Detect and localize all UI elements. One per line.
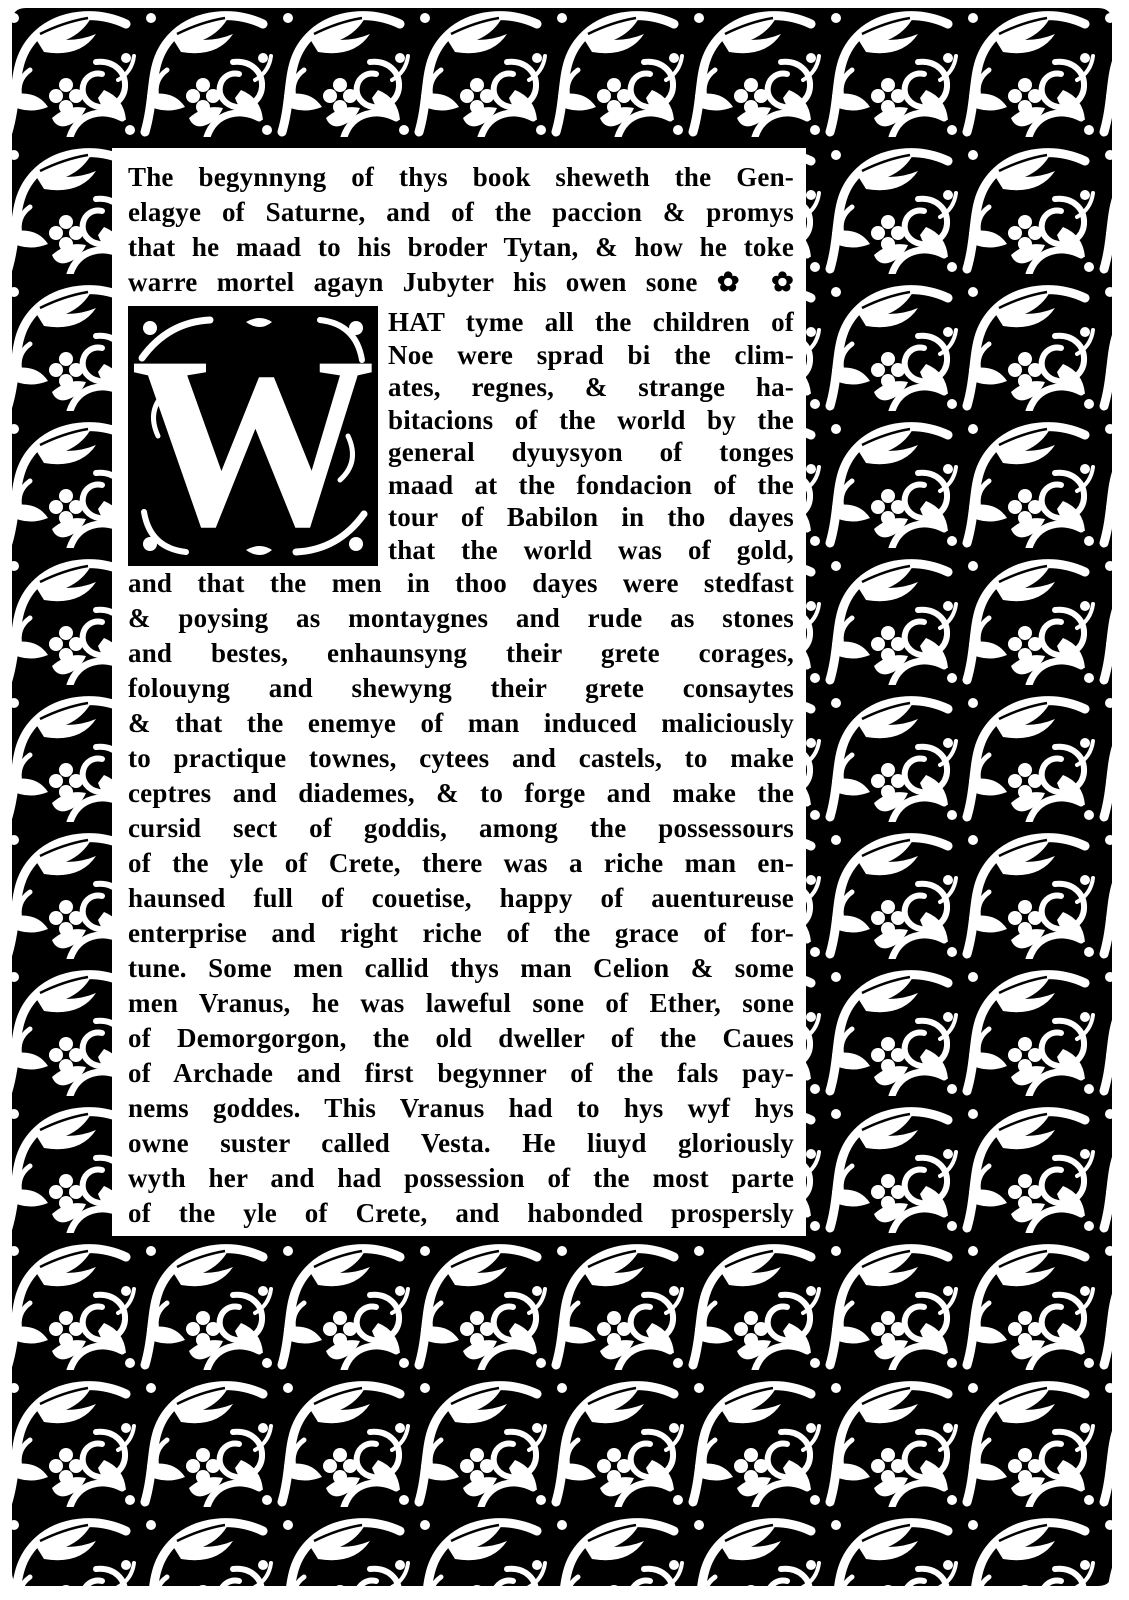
heading-line: elagye of Saturne, and of the paccion & promys <box>128 197 794 227</box>
text-panel <box>112 148 806 1236</box>
text-line: of the yle of Crete, there was a riche man en- <box>128 848 794 878</box>
text-line: HAT tyme all the children of <box>388 307 794 337</box>
text-line: enterprise and right riche of the grace of for- <box>128 918 794 948</box>
text-line: wyth her and had possession of the most parte <box>128 1163 794 1193</box>
opening-paragraph <box>128 306 794 566</box>
text-line: folouyng and shewyng their grete consaytes <box>128 673 794 703</box>
drop-cap-letter: W <box>130 306 376 566</box>
text-line: & poysing as montaygnes and rude as stones <box>128 603 794 633</box>
text-line: ceptres and diademes, & to forge and make the <box>128 778 794 808</box>
text-line: to practique townes, cytees and castels, to make <box>128 743 794 773</box>
text-line: general dyuysyon of tonges <box>388 437 794 467</box>
text-line: tour of Babilon in tho dayes <box>388 502 794 532</box>
text-line: Noe were sprad bi the clim- <box>388 339 794 370</box>
text-line: of the yle of Crete, and habonded prospersly <box>128 1198 794 1228</box>
text-line: and bestes, enhaunsyng their grete corages, <box>128 638 794 668</box>
text-line: bitacions of the world by the <box>388 404 794 435</box>
argument-heading <box>128 160 794 300</box>
text-line: that the world was of gold, <box>388 534 794 565</box>
heading-line: that he maad to his broder Tytan, & how he toke <box>128 232 794 262</box>
text-line: tune. Some men callid thys man Celion & some <box>128 953 794 983</box>
heading-line: warre mortel agayn Jubyter his owen sone ✿ ✿ <box>128 267 794 297</box>
text-line: & that the enemye of man induced maliciously <box>128 708 794 738</box>
text-line: ates, regnes, & strange ha- <box>388 372 794 402</box>
text-line: men Vranus, he was laweful sone of Ether, sone <box>128 988 794 1018</box>
drop-cap-block <box>128 306 378 566</box>
text-line: of Demorgorgon, the old dweller of the Caues <box>128 1023 794 1053</box>
text-line: haunsed full of couetise, happy of auentureuse <box>128 883 794 913</box>
dropcap-wrapped-text <box>388 306 794 566</box>
text-line: of Archade and first begynner of the fals pay- <box>128 1058 794 1088</box>
body-text <box>128 566 794 1231</box>
text-line: and that the men in thoo dayes were stedfast <box>128 568 794 598</box>
text-line: owne suster called Vesta. He liuyd gloriously <box>128 1128 794 1158</box>
text-line: maad at the fondacion of the <box>388 469 794 500</box>
heading-line: The begynnyng of thys book sheweth the Gen- <box>128 162 794 192</box>
text-line: nems goddes. This Vranus had to hys wyf hys <box>128 1093 794 1123</box>
text-line: cursid sect of goddis, among the possessours <box>128 813 794 843</box>
